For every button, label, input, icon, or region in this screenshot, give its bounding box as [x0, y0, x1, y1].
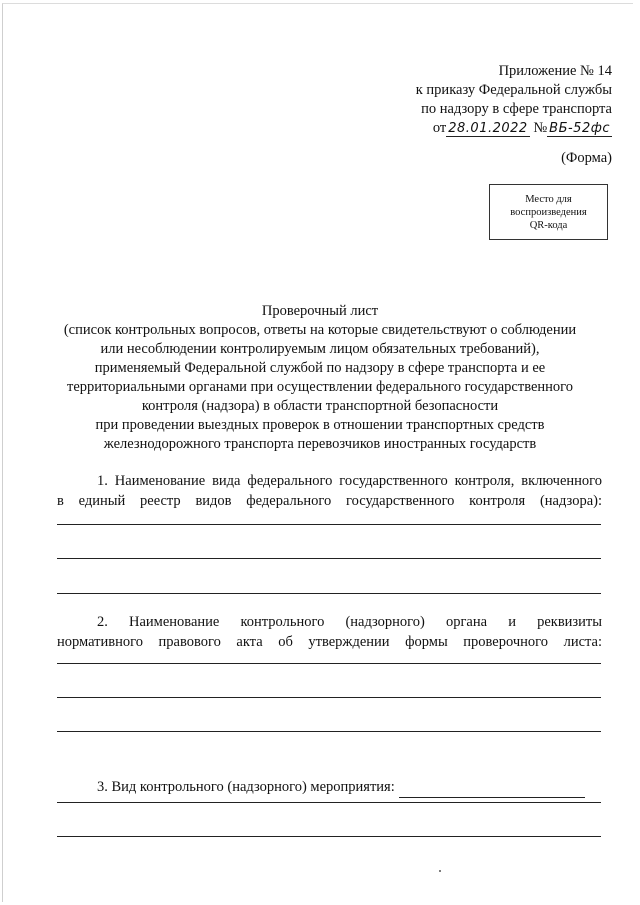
appendix-order-ref: к приказу Федеральной службы	[415, 82, 612, 98]
item-2	[57, 613, 602, 652]
document-title	[40, 302, 600, 454]
appendix-number: Приложение № 14	[498, 63, 612, 79]
handwritten-date: 28.01.2022	[448, 121, 528, 136]
date-prefix: от	[432, 120, 447, 136]
item-3	[57, 778, 602, 798]
fill-line[interactable]	[57, 836, 601, 837]
title-line: Проверочный лист	[261, 303, 379, 319]
title-line: территориальными органами при осуществлении федерального государственного	[66, 379, 574, 395]
handwritten-number: ВБ-52фс	[549, 121, 610, 136]
item-1-line1: 1. Наименование вида федерального государственного контроля, включенного	[97, 473, 602, 489]
item-2-line2: нормативного правового акта об утверждении формы проверочного листа:	[57, 633, 602, 650]
qr-text-line2: воспроизведения	[510, 207, 587, 218]
fill-line[interactable]	[57, 593, 601, 594]
fill-line[interactable]	[57, 524, 601, 525]
item-3-label: 3. Вид контрольного (надзорного) мероприятия:	[97, 779, 395, 795]
title-line: (список контрольных вопросов, ответы на которые свидетельствуют о соблюдении	[63, 322, 577, 338]
fill-line[interactable]	[57, 731, 601, 732]
qr-text-line1: Место для	[525, 194, 572, 205]
title-line: или несоблюдении контролируемым лицом обязательных требований),	[100, 341, 540, 357]
item-1-line2: в единый реестр видов федерального государственного контроля (надзора):	[57, 492, 602, 509]
scan-speck	[439, 870, 441, 872]
fill-line[interactable]	[57, 697, 601, 698]
appendix-date-number	[292, 119, 612, 138]
qr-code-placeholder	[489, 184, 608, 240]
item-3-line	[57, 778, 602, 798]
number-prefix: №	[533, 120, 548, 136]
title-line: при проведении выездных проверок в отношении транспортных средств	[95, 417, 545, 433]
fill-line[interactable]	[57, 663, 601, 664]
fill-line[interactable]	[57, 802, 601, 803]
qr-text-line3: QR-кода	[529, 220, 568, 231]
appendix-agency: по надзору в сфере транспорта	[421, 101, 612, 117]
title-line: железнодорожного транспорта перевозчиков иностранных государств	[103, 436, 537, 452]
title-line: контроля (надзора) в области транспортной безопасности	[141, 398, 499, 414]
item-2-line1: 2. Наименование контрольного (надзорного) органа и реквизиты	[97, 614, 602, 630]
item-1	[57, 472, 602, 511]
title-line: применяемый Федеральной службой по надзору в сфере транспорта и ее	[94, 360, 546, 376]
fill-line-inline[interactable]	[399, 783, 585, 798]
appendix-header	[292, 62, 612, 138]
fill-line[interactable]	[57, 558, 601, 559]
form-label: (Форма)	[561, 150, 612, 166]
